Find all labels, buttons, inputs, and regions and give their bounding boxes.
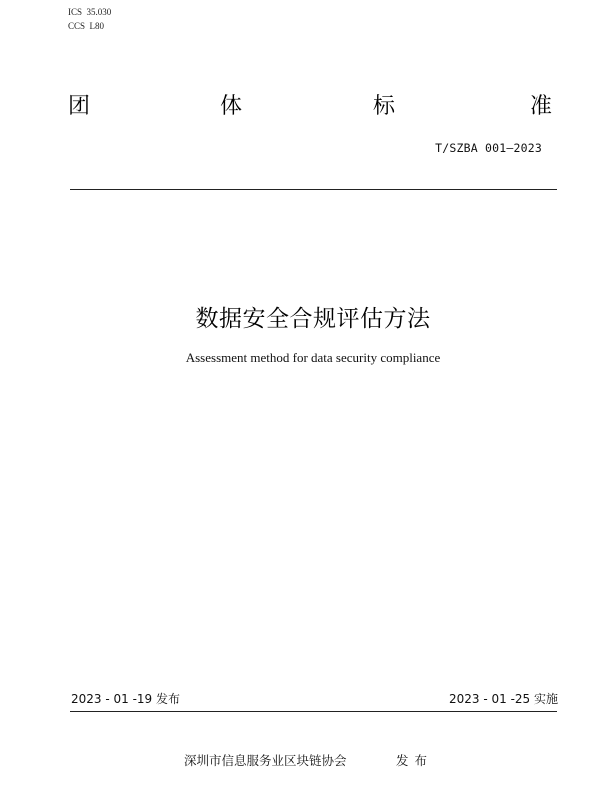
standard-type-char: 标 — [373, 94, 396, 119]
publisher-name: 深圳市信息服务业区块链协会 — [184, 753, 347, 768]
standard-type-char: 体 — [220, 94, 243, 119]
implementation-date: 2023 - 01 -25 实施 — [449, 692, 558, 706]
issue-date: 2023 - 01 -19 发布 — [71, 692, 180, 706]
standard-type-char: 团 — [68, 94, 91, 119]
standard-type-char: 准 — [529, 94, 552, 119]
document-title-english: Assessment method for data security compliance — [185, 350, 441, 365]
ics-code: ICS 35.030 — [68, 7, 112, 17]
ccs-code: CCS L80 — [68, 21, 105, 31]
top-divider — [70, 189, 557, 190]
standard-number: T/SZBA 001—2023 — [435, 141, 542, 155]
standard-type-heading — [68, 92, 552, 122]
publish-label: 发布 — [396, 753, 434, 768]
document-title-chinese: 数据安全合规评估方法 — [195, 306, 431, 332]
bottom-divider — [70, 711, 557, 712]
